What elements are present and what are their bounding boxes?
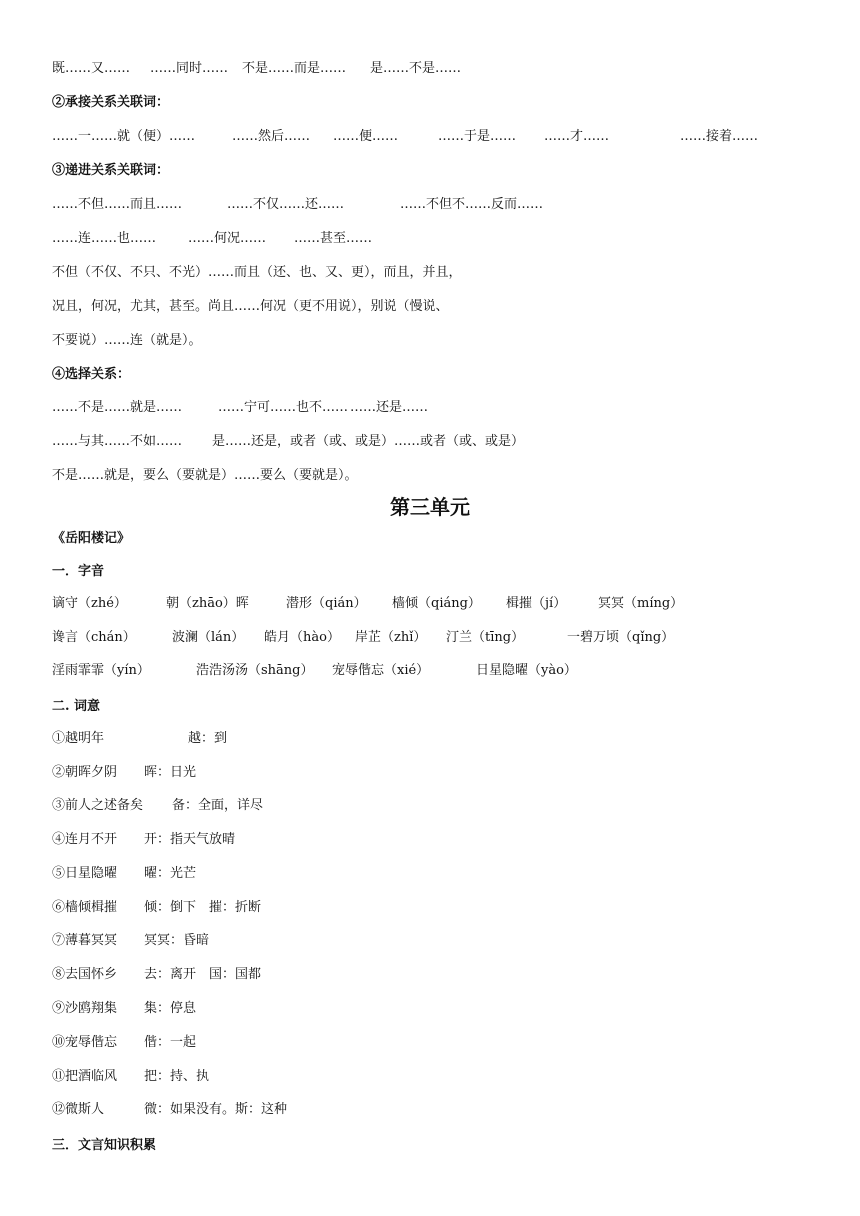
succession-heading: ②承接关系关联词： — [52, 95, 170, 110]
word-item: ……连……也…… — [52, 231, 157, 246]
pronunciation-item: 潜形（qián） — [286, 596, 367, 611]
progressive-text-3: 不要说）……连（就是）。 — [52, 333, 202, 348]
word-item: ……同时…… — [150, 61, 229, 76]
meaning-phrase: ⑧去国怀乡 — [52, 967, 118, 982]
word-item: ……宁可……也不…… — [218, 400, 349, 415]
meaning-gloss: 越：到 — [188, 731, 228, 746]
meaning-gloss: 开：指天气放晴 — [144, 832, 236, 847]
pronunciation-heading: 一．字音 — [52, 564, 105, 579]
meaning-heading: 二. 词意 — [52, 699, 101, 714]
word-item: ……还是…… — [350, 400, 429, 415]
pronunciation-item: 樯倾（qiáng） — [392, 596, 481, 611]
meaning-gloss: 晖：日光 — [144, 765, 197, 780]
meaning-phrase: ④连月不开 — [52, 832, 118, 847]
pronunciation-item: 宠辱偕忘（xié） — [332, 663, 430, 678]
progressive-heading: ③递进关系关联词： — [52, 163, 170, 178]
word-item: ……不仅……还…… — [227, 197, 345, 212]
word-item: 是……不是…… — [370, 61, 462, 76]
progressive-text-1: 不但（不仅、不只、不光）……而且（还、也、又、更），而且，并且， — [52, 265, 462, 280]
progressive-text-2: 况且，何况，尤其，甚至。尚且……何况（更不用说），别说（慢说、 — [52, 299, 449, 314]
pronunciation-item: 冥冥（míng） — [598, 596, 684, 611]
word-item: ……接着…… — [680, 129, 759, 144]
meaning-gloss: 集：停息 — [144, 1001, 197, 1016]
pronunciation-item: 楫摧（jí） — [506, 596, 567, 611]
meaning-phrase: ⑦薄暮冥冥 — [52, 933, 118, 948]
word-item: ……才…… — [544, 129, 610, 144]
pronunciation-item: 淫雨霏霏（yín） — [52, 663, 150, 678]
meaning-phrase: ⑤日星隐曜 — [52, 866, 118, 881]
word-item: 既……又…… — [52, 61, 131, 76]
meaning-gloss: 去：离开 国：国都 — [144, 967, 262, 982]
meaning-phrase: ①越明年 — [52, 731, 105, 746]
word-item: ……于是…… — [438, 129, 517, 144]
word-item: ……不但……而且…… — [52, 197, 183, 212]
pronunciation-item: 朝（zhāo）晖 — [166, 596, 249, 611]
word-item: ……甚至…… — [294, 231, 373, 246]
meaning-gloss: 微：如果没有。斯：这种 — [144, 1102, 288, 1117]
meaning-gloss: 备：全面，详尽 — [172, 798, 264, 813]
lesson-title: 《岳阳楼记》 — [52, 531, 131, 546]
pronunciation-item: 浩浩汤汤（shāng） — [196, 663, 314, 678]
meaning-phrase: ②朝晖夕阴 — [52, 765, 118, 780]
meaning-phrase: ⑫微斯人 — [52, 1102, 105, 1117]
pronunciation-item: 一碧万顷（qǐng） — [567, 630, 675, 645]
meaning-gloss: 曜：光芒 — [144, 866, 197, 881]
word-item: ……何况…… — [188, 231, 267, 246]
choice-heading: ④选择关系： — [52, 367, 131, 382]
word-item: ……便…… — [333, 129, 399, 144]
word-item: ……与其……不如…… — [52, 434, 183, 449]
classical-heading: 三．文言知识积累 — [52, 1138, 157, 1153]
word-item: 不是……而是…… — [242, 61, 347, 76]
meaning-phrase: ⑨沙鸥翔集 — [52, 1001, 118, 1016]
meaning-gloss: 冥冥：昏暗 — [144, 933, 210, 948]
meaning-gloss: 把：持、执 — [144, 1069, 210, 1084]
pronunciation-item: 汀兰（tīng） — [446, 630, 525, 645]
meaning-phrase: ⑥樯倾楫摧 — [52, 900, 118, 915]
pronunciation-item: 岸芷（zhǐ） — [355, 630, 427, 645]
meaning-phrase: ⑩宠辱偕忘 — [52, 1035, 118, 1050]
word-item: 是……还是，或者（或、或是）……或者（或、或是） — [212, 434, 525, 449]
word-item: ……然后…… — [232, 129, 311, 144]
pronunciation-item: 谪守（zhé） — [52, 596, 127, 611]
meaning-gloss: 倾：倒下 摧：折断 — [144, 900, 262, 915]
unit-title: 第三单元 — [390, 495, 470, 519]
word-item: ……不是……就是…… — [52, 400, 183, 415]
word-item: ……一……就（便）…… — [52, 129, 196, 144]
meaning-gloss: 偕：一起 — [144, 1035, 197, 1050]
pronunciation-item: 皓月（hào） — [264, 630, 340, 645]
choice-text-3: 不是……就是，要么（要就是）……要么（要就是）。 — [52, 468, 358, 483]
pronunciation-item: 谗言（chán） — [52, 630, 136, 645]
pronunciation-item: 波澜（lán） — [172, 630, 245, 645]
meaning-phrase: ⑪把酒临风 — [52, 1069, 118, 1084]
pronunciation-item: 日星隐曜（yào） — [476, 663, 577, 678]
meaning-phrase: ③前人之述备矣 — [52, 798, 144, 813]
word-item: ……不但不……反而…… — [400, 197, 544, 212]
